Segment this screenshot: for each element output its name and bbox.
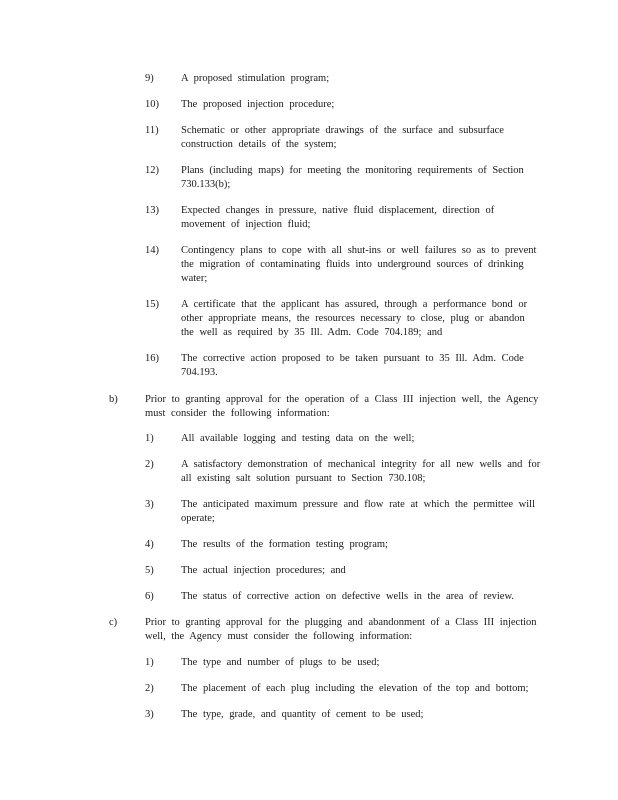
item-text: The proposed injection procedure;: [181, 99, 335, 110]
item-number: 15): [145, 299, 159, 310]
item-number: 14): [145, 245, 159, 256]
item-text: The type, grade, and quantity of cement to be used;: [181, 709, 424, 720]
item-number: 12): [145, 165, 159, 176]
item-number: 16): [145, 353, 159, 364]
section-label: b): [109, 394, 118, 405]
item-number: 2): [145, 459, 154, 470]
item-number: 1): [145, 657, 154, 668]
item-number: 11): [145, 125, 159, 136]
item-number: 9): [145, 73, 154, 84]
item-text: The actual injection procedures; and: [181, 565, 346, 576]
section-label: c): [109, 617, 118, 628]
item-text: Contingency plans to cope with all shut-ins or well failures so as to prevent the migration of contaminating fluids into underground sources of drinking water;: [181, 245, 537, 284]
item-number: 3): [145, 709, 154, 720]
item-text: Schematic or other appropriate drawings of the surface and subsurface construction details of the system;: [181, 125, 504, 150]
item-number: 5): [145, 565, 154, 576]
item-text: Plans (including maps) for meeting the monitoring requirements of Section 730.133(b);: [181, 165, 524, 190]
section-text: Prior to granting approval for the operation of a Class III injection well, the Agency must consider the following information:: [145, 394, 539, 419]
item-text: A certificate that the applicant has assured, through a performance bond or other appropriate means, the resources necessary to close, plug or abandon the well as required by 35 Ill. Adm. Code 704.189; and: [181, 299, 528, 338]
item-number: 2): [145, 683, 154, 694]
item-text: All available logging and testing data on the well;: [181, 433, 415, 444]
item-text: The results of the formation testing program;: [181, 539, 388, 550]
item-text: A satisfactory demonstration of mechanical integrity for all new wells and for all existing salt solution pursuant to Section 730.108;: [181, 459, 541, 484]
item-text: The type and number of plugs to be used;: [181, 657, 380, 668]
item-number: 13): [145, 205, 159, 216]
item-number: 4): [145, 539, 154, 550]
item-text: A proposed stimulation program;: [181, 73, 330, 84]
item-text: The corrective action proposed to be taken pursuant to 35 Ill. Adm. Code 704.193.: [181, 353, 524, 378]
item-number: 1): [145, 433, 154, 444]
item-text: The anticipated maximum pressure and flow rate at which the permittee will operate;: [181, 499, 536, 524]
item-text: The status of corrective action on defective wells in the area of review.: [181, 591, 514, 602]
section-text: Prior to granting approval for the plugging and abandonment of a Class III injection well, the Agency must consider the following information:: [145, 617, 537, 642]
item-text: The placement of each plug including the elevation of the top and bottom;: [181, 683, 529, 694]
item-number: 6): [145, 591, 154, 602]
item-number: 3): [145, 499, 154, 510]
item-number: 10): [145, 99, 159, 110]
item-text: Expected changes in pressure, native fluid displacement, direction of movement of injection fluid;: [181, 205, 495, 230]
